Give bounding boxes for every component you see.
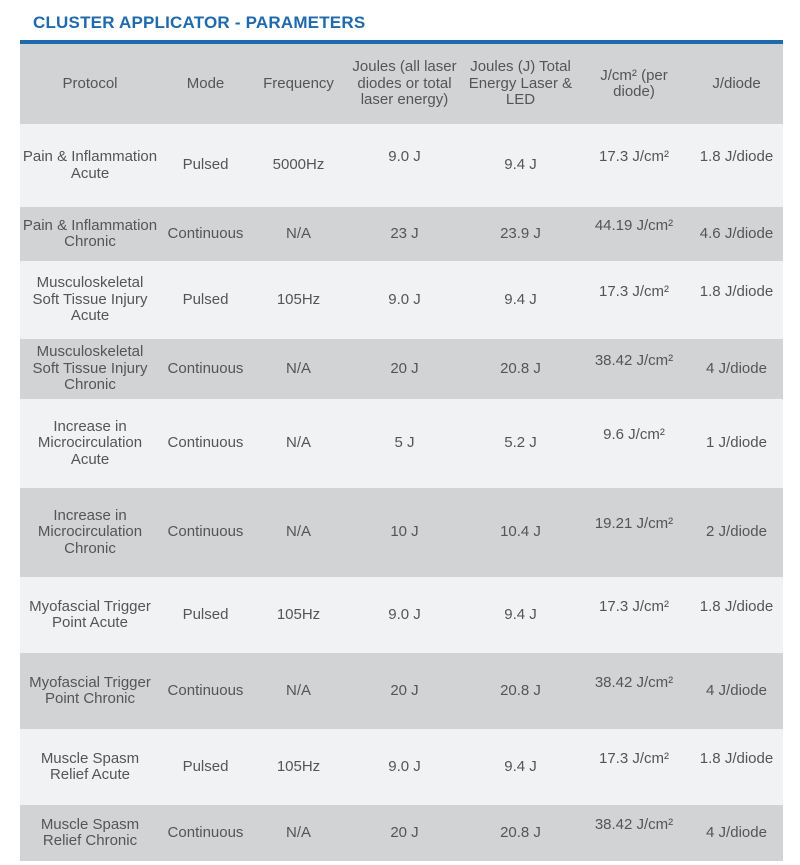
page-title: CLUSTER APPLICATOR - PARAMETERS: [33, 13, 366, 32]
cell-joules-total: 9.4 J: [504, 757, 537, 775]
cell-mode: Pulsed: [182, 156, 229, 174]
cell-jdiode: 4.6 J/diode: [699, 224, 774, 242]
cell-mode: Continuous: [167, 523, 244, 541]
header-protocol: Protocol: [62, 74, 118, 92]
cell-mode: Continuous: [167, 434, 244, 452]
cell-mode: Pulsed: [182, 605, 229, 623]
cell-joules-total: 20.8 J: [500, 823, 541, 841]
header-jdiode: J/diode: [712, 74, 761, 92]
cell-jcm2: 17.3 J/cm²: [598, 282, 670, 300]
cell-protocol: Increase in Microcirculation Acute: [37, 417, 143, 468]
cell-jcm2: 38.42 J/cm²: [594, 815, 674, 833]
table-row: [20, 399, 783, 488]
cell-frequency: 105Hz: [276, 290, 321, 308]
cell-joules-laser: 20 J: [390, 681, 419, 699]
cell-joules-laser: 20 J: [390, 359, 419, 377]
cell-joules-total: 9.4 J: [504, 605, 537, 623]
cell-mode: Continuous: [167, 359, 244, 377]
table-row: [20, 207, 783, 261]
cell-jcm2: 17.3 J/cm²: [598, 597, 670, 615]
cell-frequency: 105Hz: [276, 605, 321, 623]
table-row: [20, 729, 783, 805]
cell-protocol: Muscle Spasm Relief Chronic: [40, 815, 140, 849]
parameters-table: [20, 44, 783, 861]
table-row: [20, 261, 783, 339]
cell-frequency: N/A: [285, 224, 311, 242]
cell-joules-total: 20.8 J: [500, 359, 541, 377]
cell-frequency: N/A: [285, 434, 311, 452]
cell-jdiode: 4 J/diode: [706, 823, 767, 841]
cell-jcm2: 19.21 J/cm²: [594, 515, 674, 533]
cell-jdiode: 1.8 J/diode: [699, 282, 774, 300]
cell-joules-laser: 9.0 J: [388, 757, 421, 775]
cell-protocol: Musculoskeletal Soft Tissue Injury Chronic: [32, 343, 148, 394]
cell-mode: Pulsed: [182, 757, 229, 775]
table-header-row: [20, 44, 783, 124]
cell-frequency: N/A: [285, 359, 311, 377]
cell-jcm2: 17.3 J/cm²: [598, 749, 670, 767]
cell-protocol: Myofascial Trigger Point Chronic: [29, 673, 151, 707]
cell-frequency: 105Hz: [276, 757, 321, 775]
table-row: [20, 653, 783, 729]
header-jcm2: J/cm² (per diode): [600, 66, 668, 100]
table-row: [20, 124, 783, 207]
cell-jcm2: 17.3 J/cm²: [598, 148, 670, 166]
cell-frequency: N/A: [285, 681, 311, 699]
cell-joules-laser: 20 J: [390, 823, 419, 841]
header-joules-total: Joules (J) Total Energy Laser & LED: [468, 58, 573, 109]
cell-mode: Continuous: [167, 224, 244, 242]
cell-joules-total: 5.2 J: [504, 434, 537, 452]
cell-jcm2: 44.19 J/cm²: [594, 216, 674, 234]
cell-joules-total: 10.4 J: [500, 523, 541, 541]
cell-joules-laser: 10 J: [390, 523, 419, 541]
header-frequency: Frequency: [263, 74, 334, 92]
cell-joules-laser: 9.0 J: [388, 148, 421, 166]
cell-jdiode: 2 J/diode: [706, 523, 767, 541]
cell-frequency: 5000Hz: [272, 156, 325, 174]
cell-joules-total: 9.4 J: [504, 156, 537, 174]
cell-mode: Pulsed: [182, 290, 229, 308]
cell-jdiode: 1.8 J/diode: [699, 148, 774, 166]
cell-joules-total: 20.8 J: [500, 681, 541, 699]
cell-joules-total: 9.4 J: [504, 290, 537, 308]
cell-jdiode: 1 J/diode: [706, 434, 767, 452]
header-mode: Mode: [186, 74, 225, 92]
cell-joules-laser: 5 J: [394, 434, 415, 452]
cell-jdiode: 1.8 J/diode: [699, 597, 774, 615]
table-row: [20, 488, 783, 577]
cell-protocol: Pain & Inflammation Acute: [22, 148, 158, 182]
cell-protocol: Muscle Spasm Relief Acute: [40, 749, 140, 783]
cell-frequency: N/A: [285, 823, 311, 841]
table-row: [20, 577, 783, 653]
cell-joules-total: 23.9 J: [500, 224, 541, 242]
cell-mode: Continuous: [167, 823, 244, 841]
cell-joules-laser: 9.0 J: [388, 605, 421, 623]
cell-protocol: Musculoskeletal Soft Tissue Injury Acute: [32, 274, 148, 325]
cell-jcm2: 38.42 J/cm²: [594, 351, 674, 369]
cell-frequency: N/A: [285, 523, 311, 541]
cell-mode: Continuous: [167, 681, 244, 699]
cell-jcm2: 38.42 J/cm²: [594, 673, 674, 691]
header-joules-laser: Joules (all laser diodes or total laser energy): [352, 58, 457, 109]
cell-jdiode: 1.8 J/diode: [699, 749, 774, 767]
cell-jdiode: 4 J/diode: [706, 359, 767, 377]
cell-protocol: Pain & Inflammation Chronic: [22, 216, 158, 250]
cell-protocol: Myofascial Trigger Point Acute: [29, 597, 151, 631]
cell-jcm2: 9.6 J/cm²: [603, 426, 665, 444]
cell-joules-laser: 9.0 J: [388, 290, 421, 308]
cell-jdiode: 4 J/diode: [706, 681, 767, 699]
cell-protocol: Increase in Microcirculation Chronic: [37, 506, 143, 557]
cell-joules-laser: 23 J: [390, 224, 419, 242]
table-row: [20, 339, 783, 399]
table-row: [20, 805, 783, 861]
